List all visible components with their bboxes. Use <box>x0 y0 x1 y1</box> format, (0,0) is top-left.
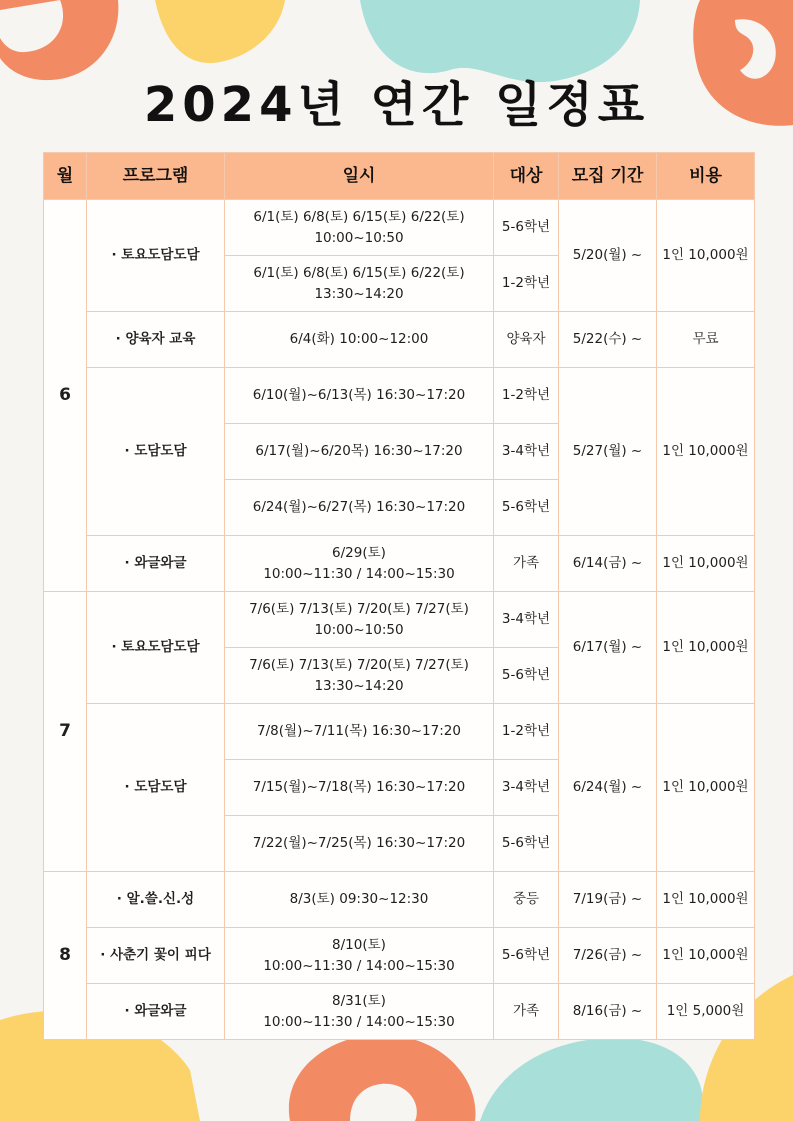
header-target: 대상 <box>494 153 559 200</box>
program-cell: · 토요도담도담 <box>87 200 225 312</box>
datetime-cell: 7/22(월)~7/25(목) 16:30~17:20 <box>225 816 494 872</box>
target-cell: 중등 <box>494 872 559 928</box>
program-cell: · 와글와글 <box>87 984 225 1040</box>
month-cell: 6 <box>44 200 87 592</box>
time-text: 10:00~11:30 / 14:00~15:30 <box>263 957 455 974</box>
table-row <box>44 536 755 592</box>
fee-cell: 1인 10,000원 <box>657 368 755 536</box>
datetime-cell <box>225 592 494 648</box>
fee-cell: 1인 10,000원 <box>657 704 755 872</box>
target-cell: 가족 <box>494 984 559 1040</box>
header-program: 프로그램 <box>87 153 225 200</box>
target-cell: 1-2학년 <box>494 256 559 312</box>
target-cell: 가족 <box>494 536 559 592</box>
datetime-cell <box>225 928 494 984</box>
date-text: 6/1(토) 6/8(토) 6/15(토) 6/22(토) <box>253 264 465 281</box>
period-cell: 5/20(월) ~ <box>559 200 657 312</box>
period-cell: 6/17(월) ~ <box>559 592 657 704</box>
table-row <box>44 200 755 256</box>
table-row <box>44 592 755 648</box>
month-cell: 8 <box>44 872 87 1040</box>
datetime-cell: 7/15(월)~7/18(목) 16:30~17:20 <box>225 760 494 816</box>
program-cell: · 알.쓸.신.성 <box>87 872 225 928</box>
datetime-cell: 6/10(월)~6/13(목) 16:30~17:20 <box>225 368 494 424</box>
table-row <box>44 368 755 424</box>
page-title: 2024년 연간 일정표 <box>143 77 650 133</box>
fee-cell: 1인 5,000원 <box>657 984 755 1040</box>
date-text: 6/1(토) 6/8(토) 6/15(토) 6/22(토) <box>253 208 465 225</box>
decor-bottom-teal <box>480 1030 710 1121</box>
program-cell: · 양육자 교육 <box>87 312 225 368</box>
datetime-cell: 7/8(월)~7/11(목) 16:30~17:20 <box>225 704 494 760</box>
program-cell: · 토요도담도담 <box>87 592 225 704</box>
target-cell: 1-2학년 <box>494 368 559 424</box>
header-fee: 비용 <box>657 153 755 200</box>
target-cell: 5-6학년 <box>494 928 559 984</box>
month-cell: 7 <box>44 592 87 872</box>
period-cell: 6/24(월) ~ <box>559 704 657 872</box>
datetime-cell: 6/17(월)~6/20목) 16:30~17:20 <box>225 424 494 480</box>
fee-cell: 1인 10,000원 <box>657 536 755 592</box>
target-cell: 3-4학년 <box>494 424 559 480</box>
table-row <box>44 984 755 1040</box>
table-row <box>44 872 755 928</box>
table-row <box>44 312 755 368</box>
decor-top-yellow <box>150 0 290 70</box>
fee-cell: 1인 10,000원 <box>657 200 755 312</box>
program-cell: · 도담도담 <box>87 704 225 872</box>
target-cell: 5-6학년 <box>494 648 559 704</box>
period-cell: 5/27(월) ~ <box>559 368 657 536</box>
datetime-cell <box>225 984 494 1040</box>
datetime-cell <box>225 536 494 592</box>
date-text: 6/29(토) <box>332 544 386 561</box>
program-cell: · 사춘기 꽃이 피다 <box>87 928 225 984</box>
target-cell: 5-6학년 <box>494 200 559 256</box>
period-cell: 6/14(금) ~ <box>559 536 657 592</box>
datetime-cell <box>225 648 494 704</box>
table-row <box>44 704 755 760</box>
period-cell: 7/19(금) ~ <box>559 872 657 928</box>
target-cell: 양육자 <box>494 312 559 368</box>
target-cell: 3-4학년 <box>494 592 559 648</box>
datetime-cell <box>225 200 494 256</box>
date-text: 8/31(토) <box>332 992 386 1009</box>
date-text: 7/6(토) 7/13(토) 7/20(토) 7/27(토) <box>249 600 469 617</box>
time-text: 13:30~14:20 <box>314 285 404 302</box>
table-header-row <box>44 153 755 200</box>
datetime-cell: 6/4(화) 10:00~12:00 <box>225 312 494 368</box>
period-cell: 8/16(금) ~ <box>559 984 657 1040</box>
target-cell: 5-6학년 <box>494 816 559 872</box>
time-text: 10:00~11:30 / 14:00~15:30 <box>263 565 455 582</box>
fee-cell: 무료 <box>657 312 755 368</box>
period-cell: 5/22(수) ~ <box>559 312 657 368</box>
time-text: 10:00~10:50 <box>314 621 404 638</box>
header-month: 월 <box>44 153 87 200</box>
datetime-cell: 6/24(월)~6/27(목) 16:30~17:20 <box>225 480 494 536</box>
fee-cell: 1인 10,000원 <box>657 928 755 984</box>
target-cell: 1-2학년 <box>494 704 559 760</box>
schedule-table <box>43 152 755 1040</box>
date-text: 7/6(토) 7/13(토) 7/20(토) 7/27(토) <box>249 656 469 673</box>
period-cell: 7/26(금) ~ <box>559 928 657 984</box>
target-cell: 5-6학년 <box>494 480 559 536</box>
datetime-cell: 8/3(토) 09:30~12:30 <box>225 872 494 928</box>
time-text: 10:00~11:30 / 14:00~15:30 <box>263 1013 455 1030</box>
table-row <box>44 928 755 984</box>
time-text: 13:30~14:20 <box>314 677 404 694</box>
date-text: 8/10(토) <box>332 936 386 953</box>
header-datetime: 일시 <box>225 153 494 200</box>
target-cell: 3-4학년 <box>494 760 559 816</box>
datetime-cell <box>225 256 494 312</box>
header-recruit-period: 모집 기간 <box>559 153 657 200</box>
fee-cell: 1인 10,000원 <box>657 592 755 704</box>
time-text: 10:00~10:50 <box>314 229 404 246</box>
program-cell: · 와글와글 <box>87 536 225 592</box>
program-cell: · 도담도담 <box>87 368 225 536</box>
fee-cell: 1인 10,000원 <box>657 872 755 928</box>
